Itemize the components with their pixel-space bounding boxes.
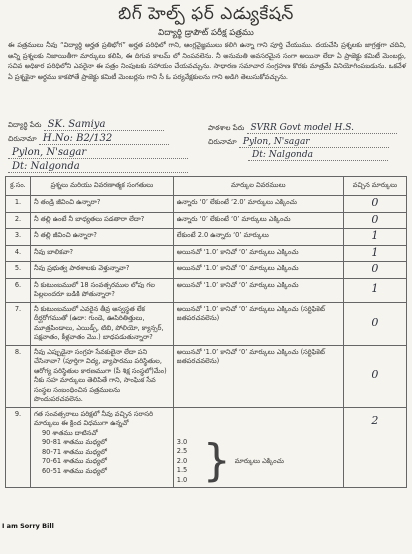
- mark-value: 1.5: [176, 466, 188, 474]
- row-score: 0: [371, 196, 379, 209]
- range-item: 90-81 శాతము మధ్యలో: [41, 438, 107, 446]
- row-marks-detail: లేకుంటే 2.0 ఉన్నారు ‘0’ మార్కులు: [173, 229, 343, 246]
- table-row: [6, 407, 407, 488]
- table-row: [6, 302, 407, 345]
- page-title: బిగ్ హెల్ప్ ఫర్ ఎడ్యుకేషన్: [118, 4, 294, 24]
- row-score: 0: [371, 212, 379, 226]
- watermark: I am Sorry Bill: [2, 522, 54, 530]
- row-question: [30, 407, 173, 488]
- student-address-line2: Pylon, N'sagar: [12, 147, 87, 158]
- student-address-value: H.No: B2/132: [42, 133, 113, 144]
- table-header-row: [6, 177, 407, 196]
- school-info: [208, 123, 406, 161]
- school-address-label: చిరునామా: [208, 138, 237, 146]
- row-marks-detail: అయినచో ‘1.0’ కానిచో ‘0’ మార్కులు ఎక్కించు (సర్టిఫికెట్ జతపరచవలెను): [173, 345, 343, 407]
- row-marks-detail: మార్కులు ఎక్కించు: [234, 456, 284, 465]
- col-header-question: ప్రశ్నలు మరియు వివరణాత్మక సంగతులు: [30, 177, 173, 196]
- mark-value: 2.5: [176, 447, 188, 455]
- row-score: 1: [371, 229, 379, 242]
- student-address-label: చిరునామా: [8, 135, 37, 143]
- student-name-row: [8, 119, 204, 131]
- table-row: [6, 196, 407, 213]
- row-number: 3.: [6, 229, 31, 246]
- row-number: 8.: [6, 345, 31, 407]
- student-address-line2-row: [8, 147, 204, 159]
- school-address-row: [208, 137, 406, 148]
- row9-marks-list: [177, 438, 199, 486]
- row-score: 1: [371, 245, 379, 259]
- table-row: [6, 245, 407, 262]
- row-question: నీ కుటుంబములో 18 సంవత్సరముల లోపు గల పిల్లలందరూ బడికి పోతున్నారా?: [30, 278, 173, 302]
- instructions-paragraph: ఈ పత్రములు నీవు “విద్యార్థి అర్హత ప్రతిభోగ” అర్హత పరిధిలో గాని, ఆంగ్లవైజ్ఞములు కలిగి ఉన్నా గాని పూర్తి చేయుము. దయచేసి ప్రశ్నలకు జాగ్రత్తగా చదివి, అన్ని ప్రశ్నలకు నిజాయితీగా మార్కులు కలిపి, ఈ దిగువ కాలమ్ లో నింపవలెను. నీ అనుమతి అవసరమైన సంగా అయినా లేదా ఏ ప్రాజెక్టు కమిటీ మెంబర్లు, సచివ అధికార పరిధిలోని ఎవరైనా ఈ పత్రం నింపుటకు సహాయం చేయవచ్చును. సాధారణ సమాచార సంగ్రహణ కొరకు మాత్రమే వినియోగింపబడును. ఒకవేళ ఏ ప్రశ్నకైనా అర్థము కాకపోతే ప్రాజెక్టు కమిటీ మెంబర్లను గాని సీ ఓ పర్యవేక్షకులను గాని అడిగి తెలుసుకోవచ్చును.: [8, 41, 406, 81]
- col-header-score: వచ్చిన మార్కులు: [343, 177, 406, 196]
- row-score: 0: [371, 315, 379, 329]
- range-item: 60-51 శాతము మధ్యలో: [41, 466, 107, 475]
- curly-brace-icon: }: [202, 435, 231, 487]
- student-address-line3-row: [8, 161, 204, 173]
- row-number: 4.: [6, 245, 31, 262]
- row-number: 2.: [6, 212, 31, 229]
- table-row: [6, 229, 407, 246]
- school-name-label: పాఠశాల పేరు: [208, 124, 245, 132]
- row-marks-detail: అయినచో ‘1.0’ కానిచో ‘0’ మార్కులు ఎక్కించు: [173, 278, 343, 302]
- table-row: [6, 345, 407, 407]
- mark-value: 1.0: [176, 475, 188, 484]
- row-marks-detail: ఉన్నారు ‘0’ లేకుంటే ‘2.0’ మార్కులు ఎక్కించు: [173, 196, 343, 213]
- row9-question-text: గత సంవత్సరాలు పరిక్షలో నీవు వచ్చిన సరాసరి మార్కులు ఈ క్రింద విధముగా ఉన్నచో: [33, 409, 154, 427]
- table-row: [6, 278, 407, 302]
- row-number: 7.: [6, 302, 31, 345]
- range-item: 80-71 శాతము మధ్యలో: [41, 447, 107, 456]
- school-address-value: Pylon, N'sagar: [242, 137, 310, 147]
- school-name-row: [208, 123, 406, 134]
- row-question: నీవు ప్రభుత్వ పాఠశాలకు వెళ్తున్నావా?: [30, 262, 173, 279]
- col-header-marks-detail: మార్కుల వివరములు: [173, 177, 343, 196]
- row-question: నీ కుటుంబములో ఎవరైన తీవ్ర అస్వస్థత లేక దీర్ఘరోగముతో (ఉదా: గుండె, ఊపిరితిత్తులు, మూత్రపిండాలు, ఎయిడ్స్, టిబి, పోలియో, క్యాన్సర్, పక్షవాతం, కీళ్లవాతం మొ.) బాధపడుతున్నారా?: [30, 302, 173, 345]
- row9-marks-group: [176, 435, 340, 487]
- row-number: 1.: [6, 196, 31, 213]
- row-score: 0: [371, 262, 379, 275]
- table-row: [6, 212, 407, 229]
- row-question: నీవు ఎప్పుడైనా సంగ్రహ సేవకులైనా లేదా పని చేసినావా? (పూర్తిగా విద్య, వ్యాపారము పరిస్థితుల, ఆరోగ్య పరిస్థితుల కారణముగా (పీ శిక్ష సంస్థలో)మేం) నీకు సహ మార్కులు తెలిపితే గాని, సాంఘిక సేవ సంస్థల సంబంధించిన పత్రములను పొందుపరచవలెను.: [30, 345, 173, 407]
- row-marks-detail: అయినచో ‘1.0’ కానిచో ‘0’ మార్కులు ఎక్కించు: [173, 245, 343, 262]
- col-header-no: క్ర.సం.: [6, 177, 31, 196]
- mark-value: 2.0: [176, 456, 188, 465]
- row-question: నీ తండ్రి జీవించి ఉన్నారా?: [30, 196, 173, 213]
- row-marks-detail: అయినచో ‘1.0’ కానిచో ‘0’ మార్కులు ఎక్కించు (సర్టిఫికెట్ జతపరచవలెను): [173, 302, 343, 345]
- mark-value: 3.0: [176, 437, 188, 446]
- student-info: [8, 119, 204, 173]
- row-marks-detail: అయినచో ‘1.0’ కానిచో ‘0’ మార్కులు ఎక్కించు: [173, 262, 343, 279]
- school-name-value: SVRR Govt model H.S.: [250, 123, 354, 133]
- row-marks-detail: ఉన్నారు ‘0’ లేకుంటే ‘0’ మార్కులు ఎక్కించు: [173, 212, 343, 229]
- student-name-value: SK. Samiya: [47, 119, 106, 130]
- student-address-line3: Dt: Nalgonda: [12, 161, 80, 172]
- row9-ranges: [34, 429, 170, 477]
- row9-marks-cell: [173, 407, 343, 488]
- range-item: 90 శాతము దాటినచో: [41, 428, 98, 437]
- row-question: నీ తల్లి ఉంటే నీ బాధ్యతలు పడతారా లేదా?: [30, 212, 173, 229]
- school-address-line3-row: [208, 150, 406, 161]
- student-name-label: విద్యార్థి పేరు: [8, 121, 42, 129]
- row-score: 1: [371, 282, 379, 296]
- row-number: 5.: [6, 262, 31, 279]
- row-number: 6.: [6, 278, 31, 302]
- row-question: నీ తల్లి జీవించి ఉన్నారా?: [30, 229, 173, 246]
- school-address-line3: Dt: Nalgonda: [252, 150, 313, 160]
- row-score: 0: [371, 368, 379, 382]
- page-subtitle: విద్యార్థి డ్రాపౌట్ పరీక్ష పత్రము: [158, 28, 254, 38]
- questions-table: [5, 176, 407, 488]
- row-question: నీవు బాలికవా?: [30, 245, 173, 262]
- range-item: 70-61 శాతము మధ్యలో: [41, 457, 107, 465]
- student-address-row: [8, 133, 204, 145]
- row-score: 2: [371, 413, 379, 427]
- row-number: 9.: [6, 407, 31, 488]
- table-row: [6, 262, 407, 279]
